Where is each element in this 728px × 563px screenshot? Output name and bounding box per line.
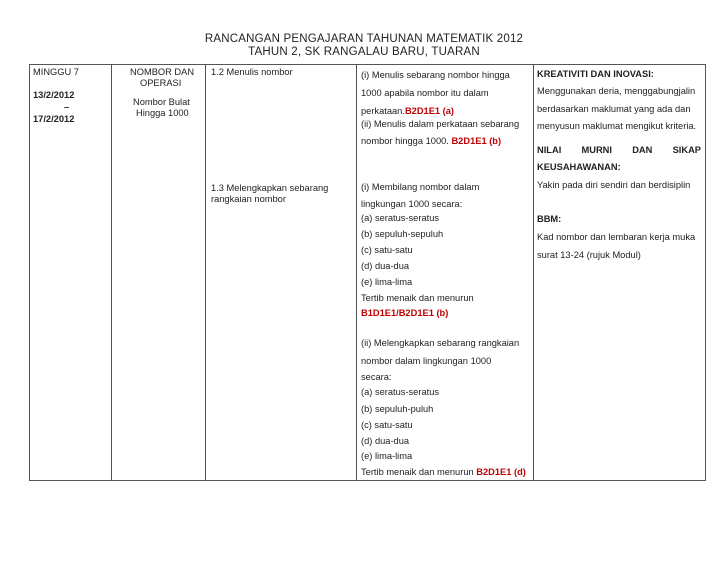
- objective-1: 1.2 Menulis nombor: [211, 67, 293, 77]
- outcome-4-item-c: (c) satu-satu: [361, 420, 413, 430]
- outcome-4-order: Tertib menaik dan menurun B2D1E1 (d): [361, 467, 526, 477]
- topic-line2: OPERASI: [140, 78, 182, 88]
- minggu-cell: [30, 65, 112, 481]
- outcome-3-order: Tertib menaik dan menurun: [361, 293, 474, 303]
- outcome-3-item-b: (b) sepuluh-sepuluh: [361, 229, 444, 239]
- outcome-4-item-e: (e) lima-lima: [361, 451, 413, 461]
- week-label: MINGGU 7: [33, 67, 79, 77]
- bbm-line1: Kad nombor dan lembaran kerja muka: [537, 232, 696, 242]
- objective-2-line1: 1.3 Melengkapkan sebarang: [211, 183, 329, 193]
- lesson-plan-table: [29, 64, 706, 481]
- outcome-4-item-d: (d) dua-dua: [361, 436, 410, 446]
- nilai-heading-line1: NILAI MURNI DAN SIKAP: [537, 145, 701, 155]
- outcome-1-code: B2D1E1 (a): [404, 106, 455, 116]
- outcome-3-item-c: (c) satu-satu: [361, 245, 413, 255]
- outcome-4-line3: secara:: [361, 372, 392, 382]
- nilai-heading-line2: KEUSAHAWANAN:: [537, 162, 621, 172]
- outcome-3-item-a: (a) seratus-seratus: [361, 213, 440, 223]
- outcome-3-item-e: (e) lima-lima: [361, 277, 413, 287]
- outcome-4-item-b: (b) sepuluh-puluh: [361, 404, 434, 414]
- outcome-4-item-a: (a) seratus-seratus: [361, 387, 440, 397]
- subtopic-line2: Hingga 1000: [136, 108, 189, 118]
- document-title: RANCANGAN PENGAJARAN TAHUNAN MATEMATIK 2012: [204, 33, 524, 45]
- subtopic-line1: Nombor Bulat: [133, 97, 190, 107]
- catatan-cell: [534, 65, 706, 481]
- bbm-heading: BBM:: [537, 214, 562, 224]
- outcome-3-line1: (i) Membilang nombor dalam: [361, 182, 480, 192]
- kreativiti-line3: menyusun maklumat mengikut kriteria.: [537, 121, 697, 131]
- outcome-3-code: B1D1E1/B2D1E1 (b): [361, 308, 449, 318]
- date-start: 13/2/2012: [33, 90, 75, 100]
- kreativiti-line1: Menggunakan deria, menggabungjalin: [537, 86, 696, 96]
- outcome-2-line2: nombor hingga 1000. B2D1E1 (b): [361, 136, 502, 146]
- nilai-text: Yakin pada diri sendiri dan berdisiplin: [537, 180, 691, 190]
- outcome-3-line2: lingkungan 1000 secara:: [361, 199, 463, 209]
- kreativiti-heading: KREATIVITI DAN INOVASI:: [537, 69, 654, 79]
- hasil-cell: [357, 65, 534, 481]
- kreativiti-line2: berdasarkan maklumat yang ada dan: [537, 104, 691, 114]
- outcome-1-line1: (i) Menulis sebarang nombor hingga: [361, 70, 510, 80]
- bbm-line2: surat 13-24 (rujuk Modul): [537, 250, 641, 260]
- topic-line1: NOMBOR DAN: [130, 67, 195, 77]
- outcome-2-line1: (ii) Menulis dalam perkataan sebarang: [361, 119, 520, 129]
- date-end: 17/2/2012: [33, 114, 75, 124]
- objective-2-line2: rangkaian nombor: [211, 194, 286, 204]
- outcome-4-line1: (ii) Melengkapkan sebarang rangkaian: [361, 338, 520, 348]
- outcome-1-line3: perkataan.B2D1E1 (a): [361, 106, 455, 116]
- outcome-2-code: B2D1E1 (b): [451, 136, 502, 146]
- date-dash: –: [64, 102, 70, 112]
- bidang-cell: [112, 65, 206, 481]
- outcome-4-line2: nombor dalam lingkungan 1000: [361, 356, 492, 366]
- document-subtitle: TAHUN 2, SK RANGALAU BARU, TUARAN: [248, 46, 480, 58]
- objektif-cell: [206, 65, 357, 481]
- outcome-4-code: B2D1E1 (d): [476, 467, 526, 477]
- table-row: [30, 65, 706, 481]
- outcome-1-line2: 1000 apabila nombor itu dalam: [361, 88, 489, 98]
- outcome-3-item-d: (d) dua-dua: [361, 261, 410, 271]
